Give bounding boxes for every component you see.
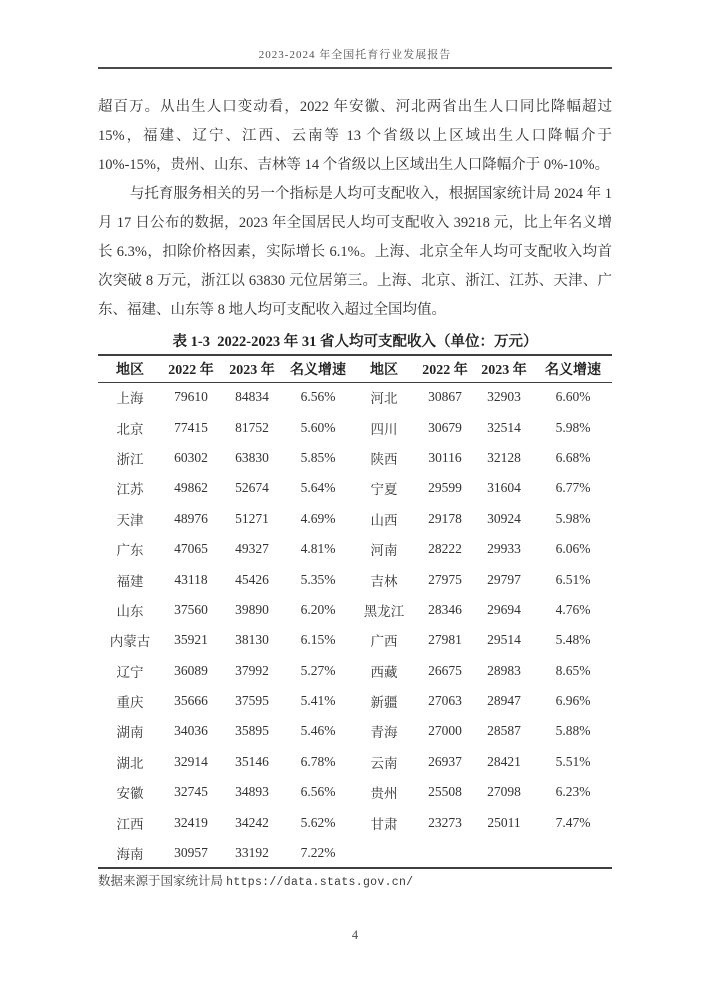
page-number: 4: [351, 928, 359, 942]
table-header-cell: 名义增速: [534, 355, 612, 382]
table-cell: 上海: [116, 391, 144, 407]
table-cell: 25508: [428, 784, 462, 800]
table-cell: 28222: [428, 541, 462, 557]
table-cell: 5.48%: [555, 632, 591, 648]
table-cell: 黑龙江: [363, 603, 405, 619]
table-cell: 30679: [428, 419, 462, 435]
table-cell: 32914: [174, 753, 208, 769]
table-cell: 5.35%: [300, 571, 336, 587]
table-cell: 陕西: [370, 451, 398, 467]
page-content: [98, 93, 612, 891]
table-cell: 28983: [487, 662, 521, 678]
table-row: [98, 443, 612, 473]
table-cell: 34893: [235, 784, 269, 800]
table-title: 表 1-3 2022-2023 年 31 省人均可支配收入（单位：万元）: [172, 334, 538, 350]
table-cell: 28947: [487, 693, 521, 709]
table-row: [98, 777, 612, 807]
table-row: [98, 382, 612, 412]
table-header-cell: 2023 年: [220, 355, 284, 382]
table-cell: 37560: [174, 601, 208, 617]
table-row: [98, 412, 612, 442]
table-cell: 49327: [235, 541, 269, 557]
source-note-url: https://data.stats.gov.cn/: [226, 876, 414, 890]
table-cell: 28587: [487, 723, 521, 739]
table-header-cell: 2023 年: [474, 355, 534, 382]
table-cell: 30924: [487, 510, 521, 526]
table-cell: 江苏: [116, 482, 144, 498]
table-cell: 26937: [428, 753, 462, 769]
table-cell: 79610: [174, 389, 208, 405]
table-cell: 60302: [174, 449, 208, 465]
table-source-note: [98, 873, 612, 891]
table-cell: 5.62%: [300, 814, 336, 830]
table-row: [98, 686, 612, 716]
table-cell: 福建: [116, 573, 144, 589]
table-cell: 广东: [116, 543, 144, 559]
table-cell: 6.77%: [555, 480, 591, 496]
table-row: [98, 595, 612, 625]
table-cell: 35921: [174, 632, 208, 648]
table-cell: 6.96%: [555, 693, 591, 709]
table-cell: 32745: [174, 784, 208, 800]
table-cell: 5.64%: [300, 480, 336, 496]
table-cell: 重庆: [116, 695, 144, 711]
table-cell: 36089: [174, 662, 208, 678]
table-cell: 6.68%: [555, 449, 591, 465]
table-cell: 47065: [174, 541, 208, 557]
table-cell: 27981: [428, 632, 462, 648]
table-cell: 广西: [370, 634, 398, 650]
table-cell: 28421: [487, 753, 521, 769]
table-cell: [352, 838, 416, 868]
page-header: [98, 0, 612, 69]
table-cell: 29694: [487, 601, 521, 617]
table-cell: 天津: [116, 512, 144, 528]
table-cell: 江西: [116, 816, 144, 832]
table-cell: 5.98%: [555, 419, 591, 435]
table-row: [98, 838, 612, 868]
table-cell: 6.20%: [300, 601, 336, 617]
table-cell: 山东: [116, 603, 144, 619]
table-cell: 29514: [487, 632, 521, 648]
table-cell: 4.81%: [300, 541, 336, 557]
table-cell: 6.56%: [300, 784, 336, 800]
table-header-cell: 2022 年: [416, 355, 474, 382]
table-cell: 52674: [235, 480, 269, 496]
table-cell: 63830: [235, 449, 269, 465]
table-cell: 山西: [370, 512, 398, 528]
table-cell: 6.06%: [555, 541, 591, 557]
table-row: [98, 534, 612, 564]
table-cell: 5.85%: [300, 449, 336, 465]
table-cell: 吉林: [370, 573, 398, 589]
table-cell: 湖北: [116, 755, 144, 771]
table-header-cell: 名义增速: [284, 355, 352, 382]
table-cell: 5.51%: [555, 753, 591, 769]
table-cell: 31604: [487, 480, 521, 496]
table-cell: 30116: [428, 449, 462, 465]
table-cell: 西藏: [370, 664, 398, 680]
table-cell: 49862: [174, 480, 208, 496]
table-cell: 30957: [174, 844, 208, 860]
table-cell: 6.51%: [555, 571, 591, 587]
table-cell: 5.46%: [300, 723, 336, 739]
table-cell: 安徽: [116, 786, 144, 802]
table-cell: 6.78%: [300, 753, 336, 769]
body-paragraph-1: 超百万。从出生人口变动看，2022 年安徽、河北两省出生人口同比降幅超过 15%，福建、辽宁、江西、云南等 13 个省级以上区域出生人口降幅介于 10%-15%，贵州、山东、吉林等 14 个省级以上区域出生人口降幅介于 0%-10%。: [98, 99, 612, 173]
table-cell: 25011: [487, 814, 521, 830]
table-cell: 内蒙古: [109, 634, 151, 650]
table-cell: 5.41%: [300, 693, 336, 709]
table-cell: 7.22%: [300, 844, 336, 860]
table-cell: 27000: [428, 723, 462, 739]
table-cell: 26675: [428, 662, 462, 678]
table-cell: 四川: [370, 421, 398, 437]
table-cell: 北京: [116, 421, 144, 437]
table-cell: 32419: [174, 814, 208, 830]
table-cell: 29933: [487, 541, 521, 557]
table-cell: 35146: [235, 753, 269, 769]
table-cell: 84834: [235, 389, 269, 405]
table-cell: 6.60%: [555, 389, 591, 405]
table-cell: 81752: [235, 419, 269, 435]
table-row: [98, 504, 612, 534]
table-row: [98, 564, 612, 594]
table-cell: 38130: [235, 632, 269, 648]
table-cell: 新疆: [370, 695, 398, 711]
table-row: [98, 747, 612, 777]
table-cell: 7.47%: [555, 814, 591, 830]
table-cell: [534, 838, 612, 868]
table-cell: 27975: [428, 571, 462, 587]
table-cell: 4.69%: [300, 510, 336, 526]
table-cell: [474, 838, 534, 868]
table-cell: 32903: [487, 389, 521, 405]
table-row: [98, 807, 612, 837]
table-cell: 45426: [235, 571, 269, 587]
income-table: [98, 354, 612, 869]
table-header-cell: 地区: [98, 355, 162, 382]
table-cell: 32128: [487, 449, 521, 465]
table-cell: 贵州: [370, 786, 398, 802]
table-row: [98, 625, 612, 655]
table-cell: 4.76%: [555, 601, 591, 617]
table-cell: 河南: [370, 543, 398, 559]
table-cell: 29797: [487, 571, 521, 587]
table-cell: 32514: [487, 419, 521, 435]
table-cell: [416, 838, 474, 868]
table-cell: 33192: [235, 844, 269, 860]
body-paragraph-2: 与托育服务相关的另一个指标是人均可支配收入，根据国家统计局 2024 年 1 月 17 日公布的数据，2023 年全国居民人均可支配收入 39218 元，比上年名义增长 6.3%，扣除价格因素，实际增长 6.1%。上海、北京全年人均可支配收入均首次突破 8 万元，浙江以 63830 元位居第三。上海、北京、浙江、江苏、天津、广东、福建、山东等 8 地人均可支配收入超过全国均值。: [98, 186, 613, 318]
table-cell: 5.60%: [300, 419, 336, 435]
table-cell: 29178: [428, 510, 462, 526]
table-row: [98, 656, 612, 686]
table-cell: 27098: [487, 784, 521, 800]
table-header-row: [98, 355, 612, 382]
table-cell: 5.98%: [555, 510, 591, 526]
page-header-title: 2023-2024 年全国托育行业发展报告: [258, 49, 452, 61]
table-cell: 湖南: [116, 725, 144, 741]
source-note-text: 数据来源于国家统计局: [98, 874, 227, 889]
table-cell: 37992: [235, 662, 269, 678]
table-cell: 5.88%: [555, 723, 591, 739]
table-cell: 青海: [370, 725, 398, 741]
table-row: [98, 473, 612, 503]
table-cell: 77415: [174, 419, 208, 435]
table-cell: 甘肃: [370, 816, 398, 832]
table-header-cell: 2022 年: [162, 355, 220, 382]
table-cell: 37595: [235, 693, 269, 709]
table-cell: 30867: [428, 389, 462, 405]
table-cell: 34242: [235, 814, 269, 830]
table-cell: 5.27%: [300, 662, 336, 678]
table-cell: 6.23%: [555, 784, 591, 800]
table-cell: 35895: [235, 723, 269, 739]
table-cell: 29599: [428, 480, 462, 496]
table-cell: 23273: [428, 814, 462, 830]
table-cell: 浙江: [116, 451, 144, 467]
table-cell: 39890: [235, 601, 269, 617]
table-cell: 48976: [174, 510, 208, 526]
table-cell: 34036: [174, 723, 208, 739]
table-body: [98, 382, 612, 868]
table-cell: 51271: [235, 510, 269, 526]
table-cell: 云南: [370, 755, 398, 771]
table-cell: 43118: [174, 571, 208, 587]
table-cell: 宁夏: [370, 482, 398, 498]
table-header-cell: 地区: [352, 355, 416, 382]
table-row: [98, 716, 612, 746]
table-cell: 28346: [428, 601, 462, 617]
table-cell: 8.65%: [555, 662, 591, 678]
table-cell: 6.15%: [300, 632, 336, 648]
table-cell: 35666: [174, 693, 208, 709]
table-cell: 河北: [370, 391, 398, 407]
table-cell: 6.56%: [300, 389, 336, 405]
table-cell: 辽宁: [116, 664, 144, 680]
table-cell: 海南: [116, 846, 144, 862]
table-cell: 27063: [428, 693, 462, 709]
